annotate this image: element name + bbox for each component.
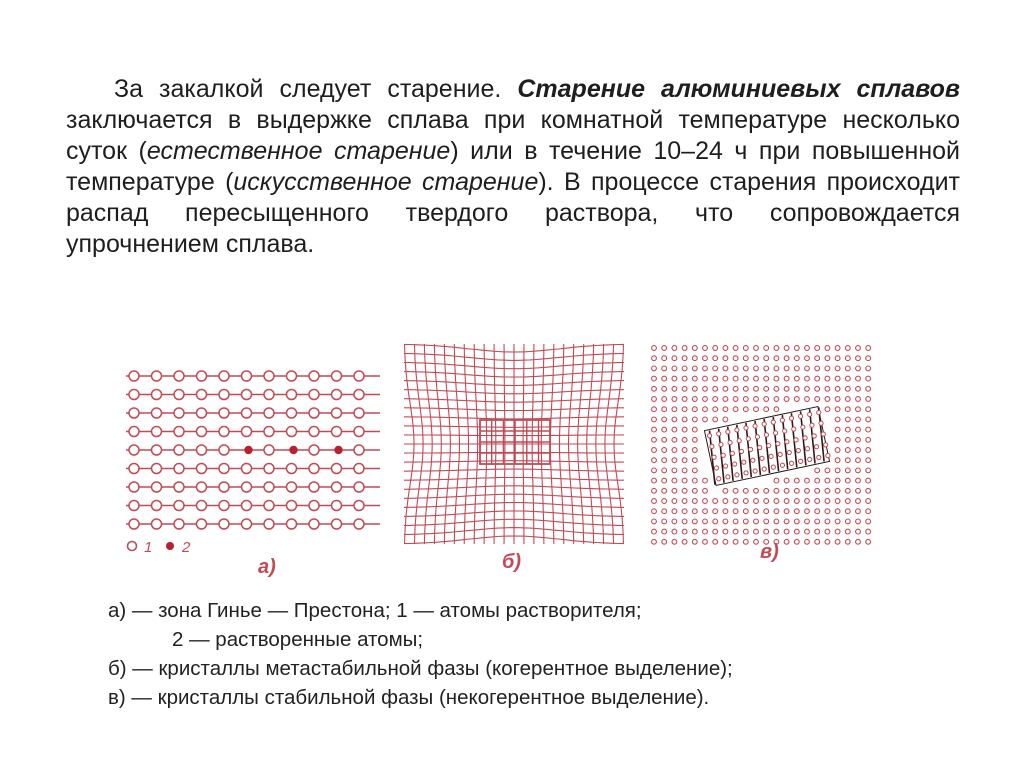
panel-b-coherent-lattice [404, 344, 624, 544]
aging-structure-figure [112, 336, 892, 586]
legend-label-1: 1 [144, 539, 153, 556]
term-natural-aging: естественное старение [146, 137, 451, 165]
paragraph-part-7: ). В процессе старения происходит распад пересыщенного твердого раствора, что сопровождается упрочнением сплава. [66, 168, 960, 258]
legend-solute-atom-symbol [166, 542, 174, 550]
panel-b-label: б) [502, 551, 522, 573]
legend-solvent-atom-symbol [128, 542, 137, 551]
caption-a-solute: 2 — растворенные атомы; [172, 628, 424, 651]
paragraph-part-3: заключается в выдержке сплава при комнатной температуре несколько суток ( [66, 106, 960, 165]
panel-c-label: в) [760, 541, 779, 563]
paragraph-part-5: ) или в течение 10–24 ч при повышенной температуре ( [66, 137, 960, 196]
term-artificial-aging: искусственное старение [233, 168, 539, 196]
term-aging-aluminum-alloys: Старение алюминиевых сплавов [517, 75, 960, 103]
caption-c: в) — кристаллы стабильной фазы (некогерентное выделение). [108, 686, 710, 709]
legend-label-2: 2 [182, 539, 191, 556]
panel-a-gp-zone [126, 371, 380, 529]
caption-b: б) — кристаллы метастабильной фазы (когерентное выделение); [108, 657, 733, 680]
paragraph-part-1: За закалкой следует старение. [114, 75, 518, 103]
main-paragraph [66, 74, 960, 260]
figure-captions [108, 596, 968, 712]
caption-a: а) — зона Гинье — Престона; 1 — атомы растворителя; [108, 599, 642, 622]
panel-c-incoherent-crystal [652, 346, 871, 545]
panel-a-label: а) [258, 556, 276, 578]
